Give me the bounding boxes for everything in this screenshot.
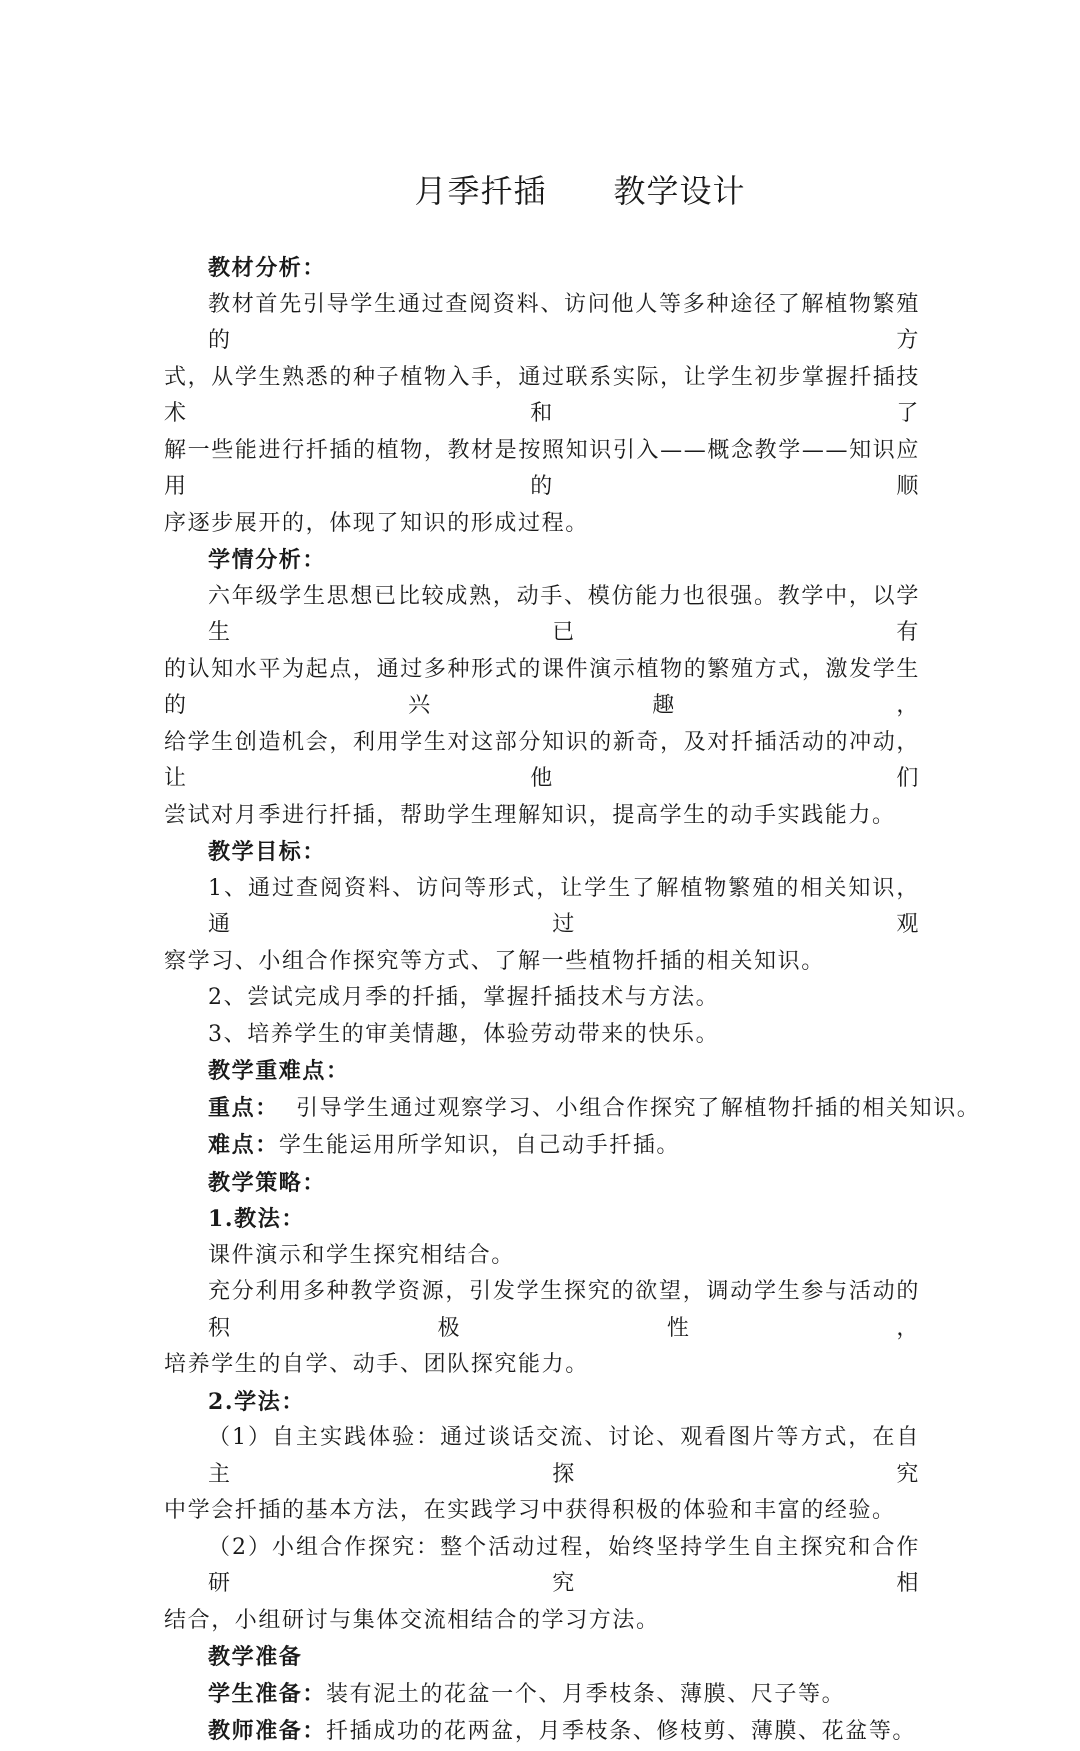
student-prep-text: 装有泥土的花盆一个、月季枝条、薄膜、尺子等。 [326, 1681, 846, 1707]
document-body [164, 250, 981, 1751]
paragraph-line: 教材首先引导学生通过查阅资料、访问他人等多种途径了解植物繁殖的方 [208, 291, 920, 353]
paragraph-line: 的认知水平为起点，通过多种形式的课件演示植物的繁殖方式，激发学生的兴趣， [164, 656, 920, 718]
paragraph-line: 中学会扦插的基本方法，在实践学习中获得积极的体验和丰富的经验。 [164, 1498, 896, 1523]
paragraph-line: 尝试对月季进行扦插，帮助学生理解知识，提高学生的动手实践能力。 [164, 802, 896, 828]
section-heading-prep: 教学准备 [208, 1644, 303, 1670]
paragraph-line: 充分利用多种教学资源，引发学生探究的欲望，调动学生参与活动的积极性， [208, 1279, 920, 1341]
paragraph-line: 序逐步展开的，体现了知识的形成过程。 [164, 510, 589, 536]
paragraph-line: 察学习、小组合作探究等方式、了解一些植物扦插的相关知识。 [164, 948, 825, 974]
paragraph-line: 培养学生的自学、动手、团队探究能力。 [164, 1352, 589, 1377]
paragraph-line: 结合，小组研讨与集体交流相结合的学习方法。 [164, 1607, 660, 1633]
paragraph-line: （2）小组合作探究：整个活动过程，始终坚持学生自主探究和合作研究相 [208, 1534, 920, 1596]
difficult-point-line [164, 1127, 920, 1165]
student-prep-label: 学生准备： [208, 1680, 327, 1707]
paragraph-line: 课件演示和学生探究相结合。 [208, 1242, 515, 1268]
section-heading-keypoints: 教学重难点： [208, 1058, 350, 1084]
key-point-label: 重点： [208, 1094, 279, 1121]
paragraph-line: 式，从学生熟悉的种子植物入手，通过联系实际，让学生初步掌握扦插技术和了 [164, 364, 920, 426]
paragraph-line: （1）自主实践体验：通过谈话交流、讨论、观看图片等方式，在自主探究 [208, 1425, 920, 1487]
section-heading-strategy: 教学策略： [208, 1169, 327, 1196]
teacher-prep-label: 教师准备： [208, 1718, 327, 1744]
paragraph-line: 1、通过查阅资料、访问等形式，让学生了解植物繁殖的相关知识，通过观 [208, 875, 920, 937]
subheading-method: 1.教法： [208, 1206, 305, 1232]
paragraph-line: 2、尝试完成月季的扦插，掌握扦插技术与方法。 [208, 985, 720, 1010]
teacher-prep-text: 扦插成功的花两盆，月季枝条、修枝剪、薄膜、花盆等。 [326, 1719, 917, 1744]
paragraph-line: 六年级学生思想已比较成熟，动手、模仿能力也很强。教学中，以学生已有 [208, 583, 920, 645]
difficult-point-label: 难点： [208, 1132, 279, 1158]
student-prep-line [164, 1676, 920, 1714]
page-title: 月季扦插 教学设计 [414, 172, 746, 210]
paragraph-line: 给学生创造机会，利用学生对这部分知识的新奇，及对扦插活动的冲动，让他们 [164, 729, 920, 791]
subheading-learning: 2.学法： [208, 1388, 305, 1415]
section-heading-material: 教材分析： [208, 255, 327, 281]
key-point-line [164, 1090, 981, 1128]
section-heading-student: 学情分析： [208, 547, 327, 573]
paragraph-line: 解一些能进行扦插的植物，教材是按照知识引入——概念教学——知识应用的顺 [164, 437, 920, 499]
teacher-prep-line [164, 1713, 920, 1751]
paragraph-line: 3、培养学生的审美情趣，体验劳动带来的快乐。 [208, 1021, 720, 1047]
key-point-text: 引导学生通过观察学习、小组合作探究了解植物扦插的相关知识。 [278, 1095, 981, 1121]
section-heading-goals: 教学目标： [208, 839, 327, 865]
difficult-point-text: 学生能运用所学知识，自己动手扦插。 [278, 1133, 681, 1158]
